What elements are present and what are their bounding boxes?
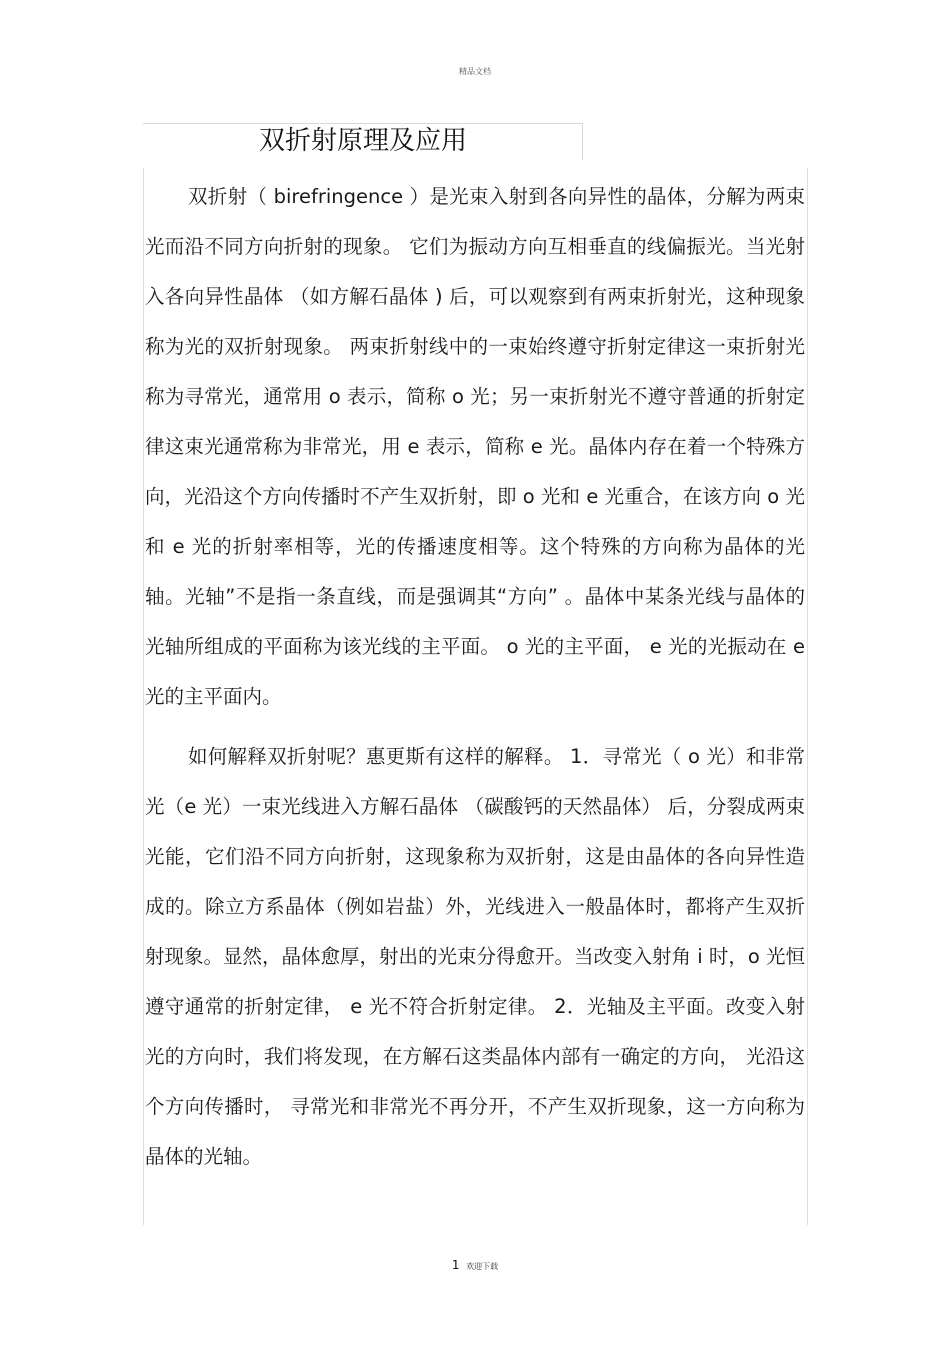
page-number: 1 [451,1258,460,1272]
paragraph-huygens-explanation: 如何解释双折射呢？惠更斯有这样的解释。 1．寻常光（ o 光）和非常光（e 光）一束光线进入方解石晶体 （碳酸钙的天然晶体） 后，分裂成两束光能，它们沿不同方向折射，这现象称为双折射，这是由晶体的各向异性造成的。除立方系晶体（例如岩盐）外，光线进入一般晶体时，都将产生双折射现象。显然，晶体愈厚，射出的光束分得愈开。当改变入射角 i 时，o 光恒遵守通常的折射定律， e 光不符合折射定律。 2．光轴及主平面。改变入射光的方向时，我们将发现，在方解石这类晶体内部有一确定的方向， 光沿这个方向传播时， 寻常光和非常光不再分开，不产生双折现象，这一方向称为晶体的光轴。 [145,745,805,1168]
paragraph-birefringence-definition: 双折射（ birefringence ）是光束入射到各向异性的晶体，分解为两束光而沿不同方向折射的现象。 它们为振动方向互相垂直的线偏振光。当光射入各向异性晶体 （如方解石晶体 ) 后，可以观察到有两束折射光，这种现象称为光的双折射现象。 两束折射线中的一束始终遵守折射定律这一束折射光称为寻常光，通常用 o 表示，简称 o 光；另一束折射光不遵守普通的折射定律这束光通常称为非常光，用 e 表示，简称 e 光。晶体内存在着一个特殊方向，光沿这个方向传播时不产生双折射，即 o 光和 e 光重合，在该方向 o 光和 e 光的折射率相等，光的传播速度相等。这个特殊的方向称为晶体的光轴。光轴”不是指一条直线，而是强调其“方向” 。晶体中某条光线与晶体的光轴所组成的平面称为该光线的主平面。 o 光的主平面， e 光的光振动在 e 光的主平面内。 [145,185,805,708]
document-body [145,172,805,1182]
header-note: 精品文档 [459,67,491,76]
page-title: 双折射原理及应用 [258,126,467,156]
page-footer [0,1258,950,1272]
footer-note: 欢迎下载 [466,1262,499,1271]
